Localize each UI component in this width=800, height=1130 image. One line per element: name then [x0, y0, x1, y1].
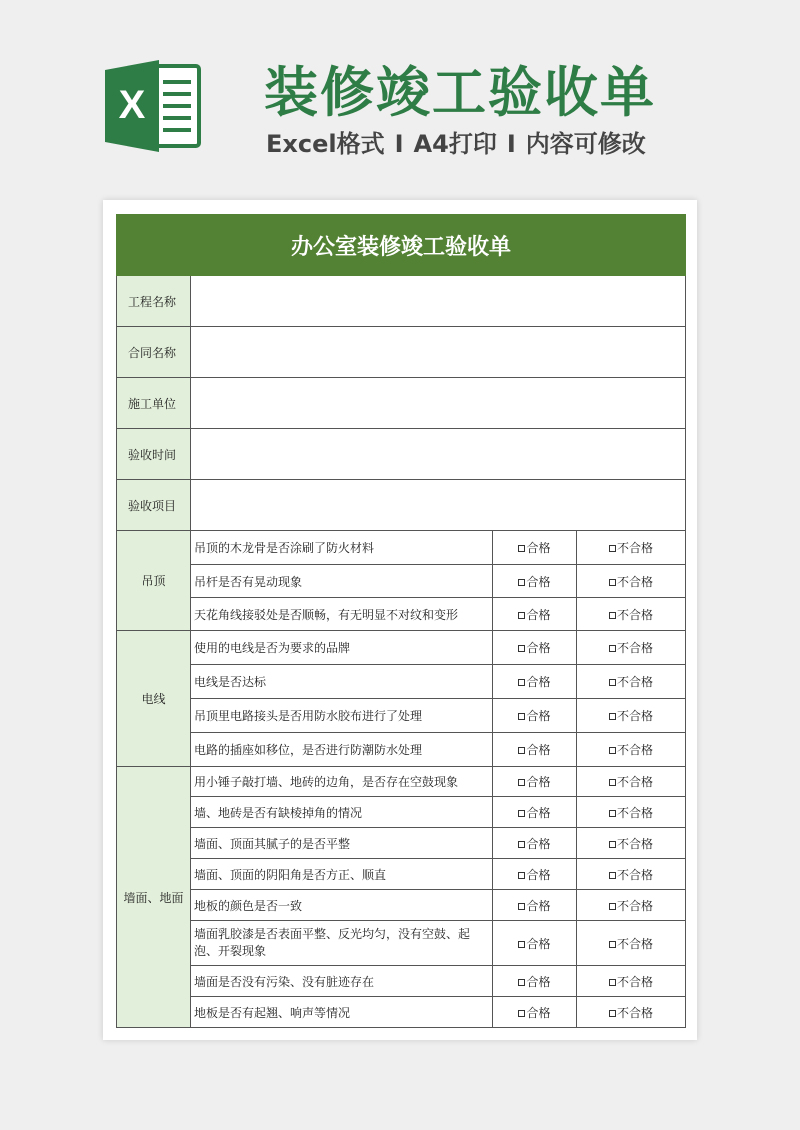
pass-label: 合格 — [526, 775, 551, 789]
subtitle-separator: I — [394, 130, 404, 158]
checkbox-icon[interactable] — [609, 679, 616, 686]
checkbox-icon[interactable] — [609, 779, 616, 786]
checkbox-icon[interactable] — [609, 841, 616, 848]
check-row — [117, 797, 686, 828]
checkbox-icon[interactable] — [518, 645, 525, 652]
subtitle-separator: I — [506, 130, 516, 158]
pass-label: 合格 — [526, 607, 551, 622]
checkbox-icon[interactable] — [518, 579, 525, 586]
check-row — [117, 890, 686, 921]
info-row — [117, 378, 686, 429]
checkbox-icon[interactable] — [609, 545, 616, 552]
info-row — [117, 429, 686, 480]
form-paper — [103, 200, 697, 1040]
excel-logo-icon — [103, 58, 203, 154]
pass-label: 合格 — [526, 867, 551, 882]
subtitle-print: A4打印 — [413, 130, 497, 158]
check-row — [117, 997, 686, 1028]
check-item: 天花角线接驳处是否顺畅，有无明显不对纹和变形 — [191, 598, 493, 631]
check-item: 墙面乳胶漆是否表面平整、反光均匀，没有空鼓、起泡、开裂现象 — [191, 921, 493, 966]
check-item: 电线是否达标 — [191, 665, 493, 699]
checkbox-icon[interactable] — [609, 979, 616, 986]
check-row — [117, 531, 686, 565]
fail-label: 不合格 — [617, 743, 654, 757]
fail-option[interactable] — [577, 890, 686, 921]
check-item: 吊杆是否有晃动现象 — [191, 565, 493, 598]
fail-label: 不合格 — [617, 867, 654, 882]
info-row — [117, 276, 686, 327]
info-label: 验收项目 — [117, 480, 191, 531]
pass-label: 合格 — [526, 541, 551, 555]
fail-option[interactable] — [577, 565, 686, 598]
check-row — [117, 921, 686, 966]
pass-option[interactable] — [493, 767, 577, 797]
checkbox-icon[interactable] — [609, 872, 616, 879]
pass-label: 合格 — [526, 675, 551, 689]
fail-label: 不合格 — [617, 805, 654, 820]
fail-option[interactable] — [577, 859, 686, 890]
info-label: 工程名称 — [117, 276, 191, 327]
pass-option[interactable] — [493, 828, 577, 859]
checkbox-icon[interactable] — [609, 941, 616, 948]
check-row — [117, 767, 686, 797]
page-title: 装修竣工验收单 — [264, 61, 656, 124]
pass-option[interactable] — [493, 699, 577, 733]
pass-option[interactable] — [493, 966, 577, 997]
pass-label: 合格 — [526, 641, 551, 655]
check-item: 吊顶里电路接头是否用防水胶布进行了处理 — [191, 699, 493, 733]
pass-option[interactable] — [493, 631, 577, 665]
page-subtitle — [266, 124, 646, 159]
checkbox-icon[interactable] — [609, 903, 616, 910]
check-row — [117, 733, 686, 767]
fail-label: 不合格 — [617, 898, 654, 913]
pass-option[interactable] — [493, 598, 577, 631]
check-item: 墙、地砖是否有缺棱掉角的情况 — [191, 797, 493, 828]
check-item: 电路的插座如移位，是否进行防潮防水处理 — [191, 733, 493, 767]
checkbox-icon[interactable] — [518, 679, 525, 686]
fail-option[interactable] — [577, 997, 686, 1028]
fail-option[interactable] — [577, 828, 686, 859]
fail-label: 不合格 — [617, 675, 654, 689]
acceptance-form-table — [116, 214, 686, 1028]
checkbox-icon[interactable] — [609, 612, 616, 619]
check-item: 使用的电线是否为要求的品牌 — [191, 631, 493, 665]
checkbox-icon[interactable] — [518, 747, 525, 754]
fail-option[interactable] — [577, 966, 686, 997]
check-item: 地板的颜色是否一致 — [191, 890, 493, 921]
fail-label: 不合格 — [617, 836, 654, 851]
fail-option[interactable] — [577, 733, 686, 767]
check-row — [117, 966, 686, 997]
info-label: 合同名称 — [117, 327, 191, 378]
pass-option[interactable] — [493, 733, 577, 767]
checkbox-icon[interactable] — [518, 979, 525, 986]
check-item: 墙面是否没有污染、没有脏迹存在 — [191, 966, 493, 997]
pass-option[interactable] — [493, 565, 577, 598]
fail-label: 不合格 — [617, 641, 654, 655]
info-value-field[interactable] — [191, 480, 686, 531]
pass-option[interactable] — [493, 665, 577, 699]
fail-label: 不合格 — [617, 936, 654, 951]
checkbox-icon[interactable] — [609, 810, 616, 817]
pass-option[interactable] — [493, 797, 577, 828]
subtitle-format: Excel格式 — [266, 130, 385, 158]
pass-label: 合格 — [526, 709, 551, 723]
checkbox-icon[interactable] — [518, 779, 525, 786]
fail-option[interactable] — [577, 699, 686, 733]
check-item: 地板是否有起翘、响声等情况 — [191, 997, 493, 1028]
fail-label: 不合格 — [617, 709, 654, 723]
check-row — [117, 598, 686, 631]
checkbox-icon[interactable] — [518, 612, 525, 619]
checkbox-icon[interactable] — [518, 941, 525, 948]
pass-option[interactable] — [493, 531, 577, 565]
fail-label: 不合格 — [617, 607, 654, 622]
checkbox-icon[interactable] — [518, 872, 525, 879]
info-value-field[interactable] — [191, 429, 686, 480]
fail-label: 不合格 — [617, 775, 654, 789]
pass-label: 合格 — [526, 1005, 551, 1020]
pass-label: 合格 — [526, 836, 551, 851]
pass-option[interactable] — [493, 921, 577, 966]
subtitle-editable: 内容可修改 — [525, 130, 646, 158]
check-row — [117, 699, 686, 733]
fail-option[interactable] — [577, 598, 686, 631]
check-item: 墙面、顶面的阴阳角是否方正、顺直 — [191, 859, 493, 890]
pass-label: 合格 — [526, 743, 551, 757]
fail-option[interactable] — [577, 631, 686, 665]
fail-option[interactable] — [577, 665, 686, 699]
pass-label: 合格 — [526, 974, 551, 989]
pass-label: 合格 — [526, 805, 551, 820]
checkbox-icon[interactable] — [609, 747, 616, 754]
checkbox-icon[interactable] — [518, 1010, 525, 1017]
group-label: 吊顶 — [117, 531, 191, 631]
info-value-field[interactable] — [191, 327, 686, 378]
group-label: 墙面、地面 — [117, 767, 191, 1028]
checkbox-icon[interactable] — [609, 1010, 616, 1017]
info-label: 施工单位 — [117, 378, 191, 429]
checkbox-icon[interactable] — [518, 713, 525, 720]
checkbox-icon[interactable] — [518, 545, 525, 552]
checkbox-icon[interactable] — [518, 841, 525, 848]
check-item: 用小锤子敲打墙、地砖的边角，是否存在空鼓现象 — [191, 767, 493, 797]
logo-letter: X — [118, 83, 146, 127]
fail-option[interactable] — [577, 531, 686, 565]
fail-label: 不合格 — [617, 974, 654, 989]
check-item: 墙面、顶面其腻子的是否平整 — [191, 828, 493, 859]
pass-label: 合格 — [526, 898, 551, 913]
info-value-field[interactable] — [191, 378, 686, 429]
info-label: 验收时间 — [117, 429, 191, 480]
pass-option[interactable] — [493, 890, 577, 921]
checkbox-icon[interactable] — [518, 903, 525, 910]
info-row — [117, 327, 686, 378]
checkbox-icon[interactable] — [609, 713, 616, 720]
fail-option[interactable] — [577, 921, 686, 966]
checkbox-icon[interactable] — [609, 579, 616, 586]
pass-label: 合格 — [526, 936, 551, 951]
fail-label: 不合格 — [617, 1005, 654, 1020]
check-item: 吊顶的木龙骨是否涂刷了防火材料 — [191, 531, 493, 565]
fail-label: 不合格 — [617, 541, 654, 555]
fail-option[interactable] — [577, 767, 686, 797]
pass-option[interactable] — [493, 859, 577, 890]
group-label: 电线 — [117, 631, 191, 767]
info-value-field[interactable] — [191, 276, 686, 327]
check-row — [117, 565, 686, 598]
check-row — [117, 665, 686, 699]
pass-option[interactable] — [493, 997, 577, 1028]
fail-option[interactable] — [577, 797, 686, 828]
pass-label: 合格 — [526, 574, 551, 589]
checkbox-icon[interactable] — [518, 810, 525, 817]
check-row — [117, 859, 686, 890]
form-title: 办公室装修竣工验收单 — [117, 215, 686, 276]
check-row — [117, 828, 686, 859]
info-row — [117, 480, 686, 531]
fail-label: 不合格 — [617, 574, 654, 589]
check-row — [117, 631, 686, 665]
checkbox-icon[interactable] — [609, 645, 616, 652]
